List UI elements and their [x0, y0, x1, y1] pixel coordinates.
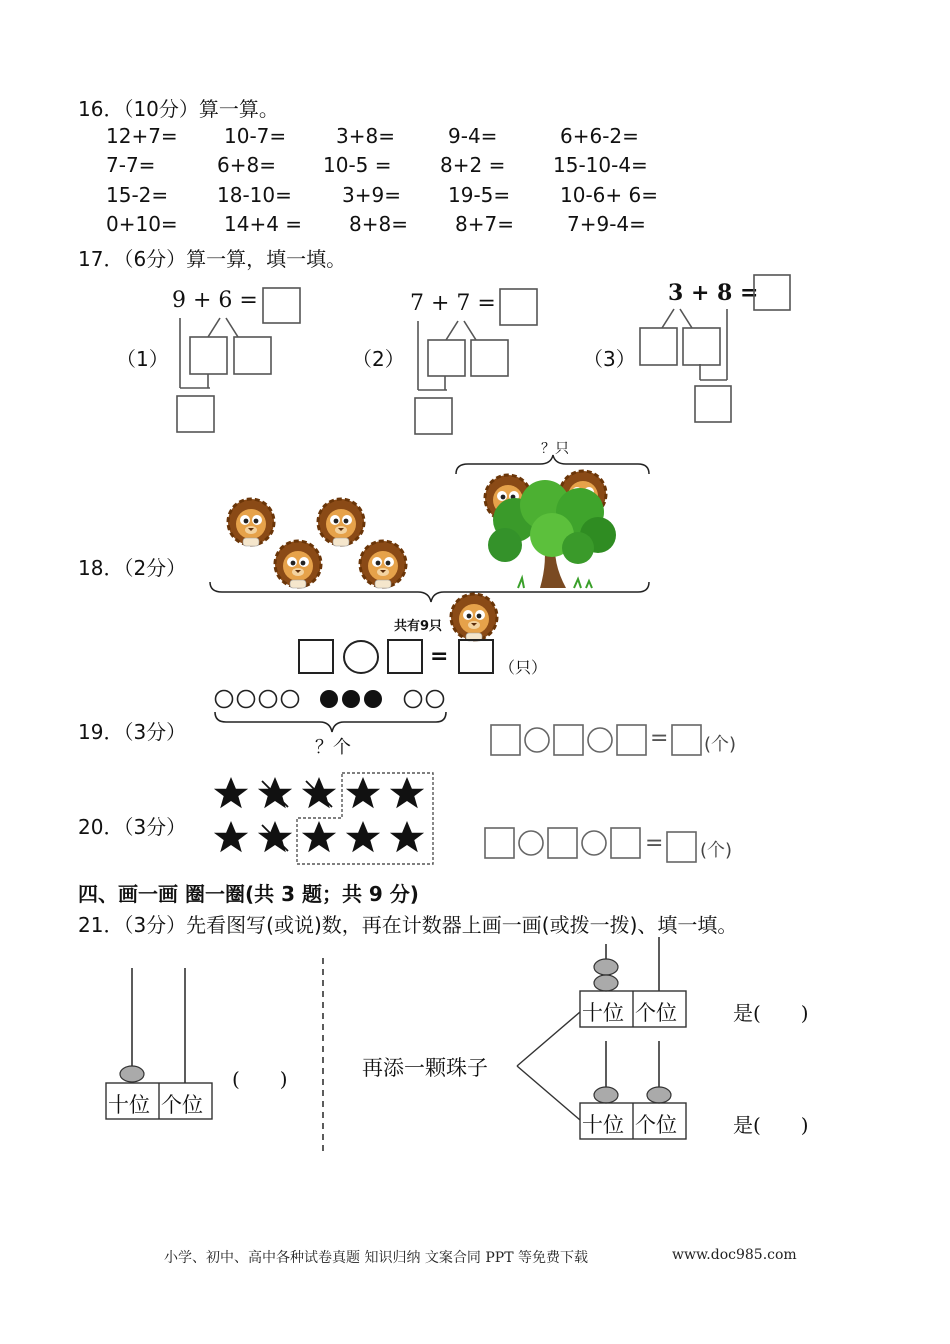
- top-brace-label: ？只: [541, 441, 569, 457]
- ones-label: 个位: [635, 1113, 677, 1137]
- expression: 7 + 7 =: [410, 291, 496, 316]
- answer-is-1[interactable]: 是( ): [733, 1001, 809, 1025]
- unit-label: (个): [700, 840, 733, 861]
- part-label: （2）: [352, 347, 405, 371]
- q19-title: 19．（3分）: [78, 720, 187, 744]
- equation: 15-2=: [106, 183, 169, 207]
- q16-title: 16．（10分）算一算。: [78, 97, 279, 121]
- part-label: （1）: [116, 347, 169, 371]
- bead[interactable]: [594, 959, 618, 975]
- equals-sign: =: [645, 831, 664, 856]
- tens-label: 十位: [582, 1001, 624, 1025]
- equals-sign: =: [430, 644, 449, 669]
- bead[interactable]: [594, 975, 618, 991]
- equation: 6+6-2=: [560, 124, 639, 148]
- section-title: 四、画一画 圈一圈(共 3 题；共 9 分): [78, 882, 419, 906]
- bead[interactable]: [647, 1087, 671, 1103]
- equation: 0+10=: [106, 212, 178, 236]
- brace-label: ？个: [315, 737, 351, 758]
- ones-label: 个位: [161, 1093, 203, 1117]
- part-label: （3）: [583, 347, 636, 371]
- equation: 14+4 =: [224, 212, 303, 236]
- q18-title: 18．（2分）: [78, 556, 187, 580]
- equation: 3+9=: [342, 183, 401, 207]
- bead[interactable]: [594, 1087, 618, 1103]
- equals-sign: =: [650, 726, 669, 751]
- equation: 9-4=: [448, 124, 498, 148]
- equation: 19-5=: [448, 183, 511, 207]
- tens-label: 十位: [582, 1113, 624, 1137]
- expression: 3 + 8 =: [668, 280, 759, 306]
- equation: 7-7=: [106, 153, 156, 177]
- q17-title: 17．（6分）算一算，填一填。: [78, 247, 347, 271]
- equation: 8+7=: [455, 212, 514, 236]
- equation: 18-10=: [217, 183, 292, 207]
- equation: 10-6+ 6=: [560, 183, 658, 207]
- q20-title: 20．（3分）: [78, 815, 187, 839]
- equation: 3+8=: [336, 124, 395, 148]
- equation: 7+9-4=: [567, 212, 646, 236]
- q21-title: 21．（3分）先看图写(或说)数，再在计数器上画一画(或拨一拨)、填一填。: [78, 913, 738, 937]
- footer-url[interactable]: www.doc985.com: [672, 1247, 797, 1263]
- add-bead-label: 再添一颗珠子: [362, 1056, 488, 1080]
- equation: 6+8=: [217, 153, 276, 177]
- unit-label: （只）: [499, 658, 548, 677]
- equation: 12+7=: [106, 124, 178, 148]
- equation: 15-10-4=: [553, 153, 648, 177]
- equation: 8+2 =: [440, 153, 506, 177]
- equation: 10-7=: [224, 124, 287, 148]
- equation: 10-5 =: [323, 153, 392, 177]
- bead[interactable]: [120, 1066, 144, 1082]
- total-label: 共有9只: [394, 619, 443, 634]
- equation: 8+8=: [349, 212, 408, 236]
- answer-is-2[interactable]: 是( ): [733, 1113, 809, 1137]
- footer-text: 小学、初中、高中各种试卷真题 知识归纳 文案合同 PPT 等免费下载: [164, 1250, 588, 1266]
- answer-paren[interactable]: ( ): [232, 1067, 288, 1091]
- tens-label: 十位: [108, 1093, 150, 1117]
- ones-label: 个位: [635, 1001, 677, 1025]
- unit-label: (个): [704, 734, 737, 755]
- expression: 9 + 6 =: [172, 288, 258, 313]
